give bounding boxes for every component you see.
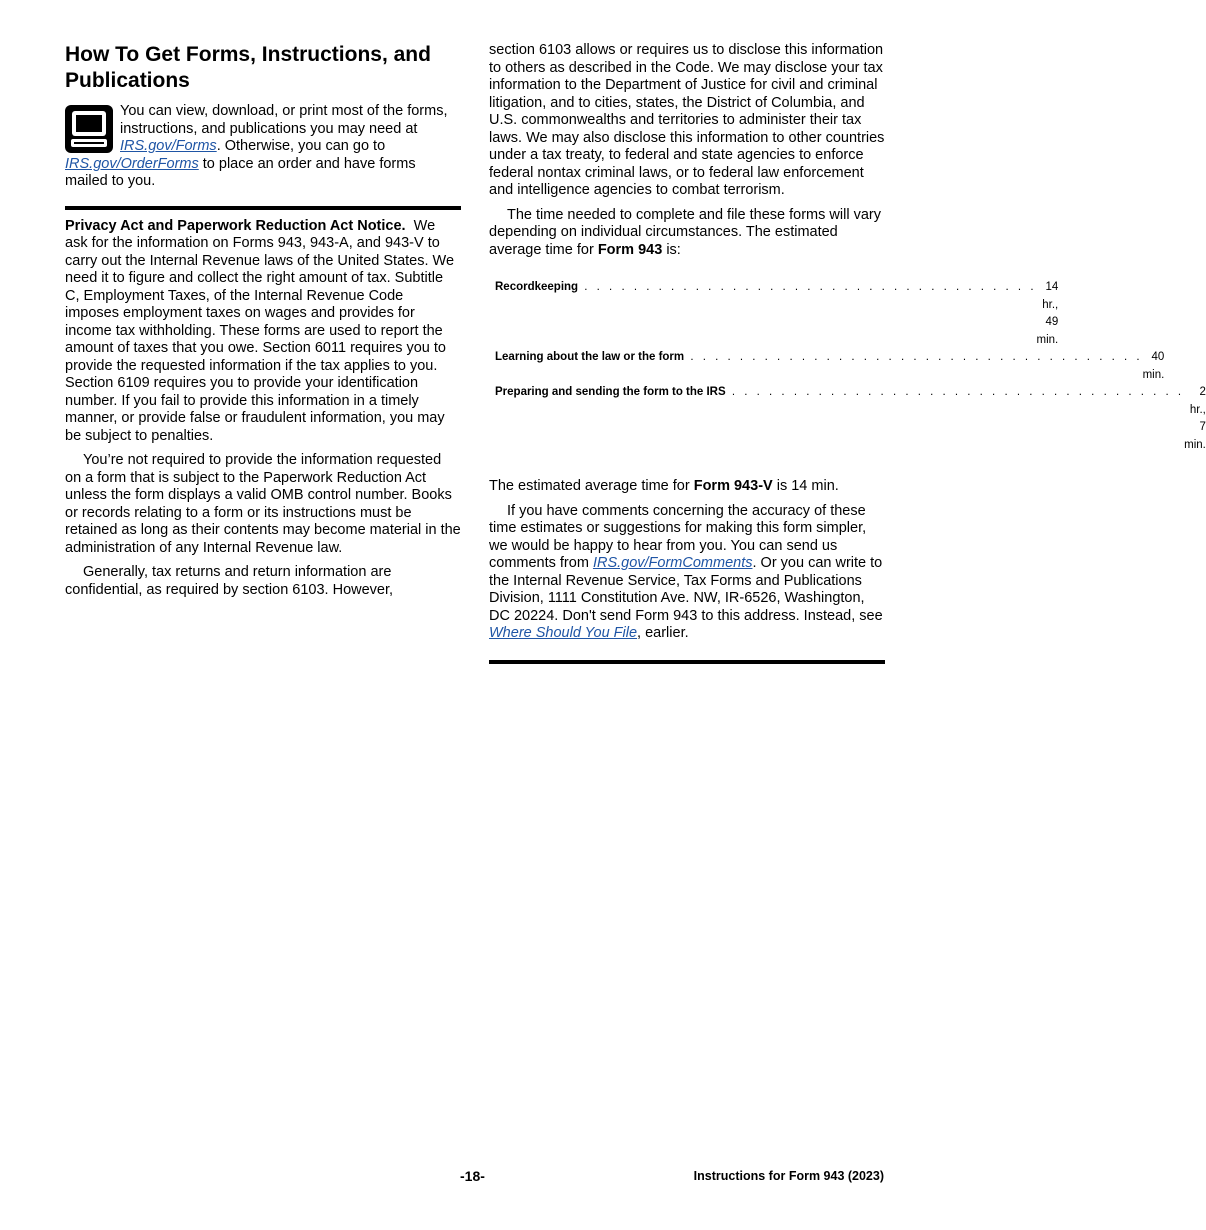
privacy-paragraph-4: section 6103 allows or requires us to disclose this information to others as described in the Code. We may disclose your tax information to the Department of Justice for civil and criminal litigation, and to cities, states, the District of Columbia, and U.S. commonwealths and territories to administer their tax laws. We may also disclose this information to other countries under a tax treaty, to federal and state agencies to enforce federal nontax criminal laws, or to federal law enforcement and intelligence agencies to combat terrorism. [489,42,885,198]
page-number: -18- [460,1168,485,1184]
end-divider [489,660,885,664]
time-row-recordkeeping: Recordkeeping . . . . . . . . . . . . . . . . . . . . . . . . . . . . . . . . . . . . . 14 hr., 49 min. [495,281,1059,346]
time-estimate-table [495,279,1206,454]
privacy-paragraph-2: You’re not required to provide the information requested on a form that is subject to the Paperwork Reduction Act unless the form displays a valid OMB control number. Books or records relating to a form or its instructions must be retained as long as their contents may become material in the administration of any Internal Revenue law. [65,452,461,556]
irs-orderforms-link[interactable]: IRS.gov/OrderForms [65,155,199,172]
irs-forms-link[interactable]: IRS.gov/Forms [120,138,217,154]
forms-paragraph: You can view, download, or print most of the forms, instructions, and publications you may need at IRS.gov/Forms. Otherwise, you can go to IRS.gov/OrderForms to place an order and have forms mailed to you. [65,103,448,189]
footer-title: Instructions for Form 943 (2023) [693,1169,884,1183]
time-row-learning: Learning about the law or the form . . . . . . . . . . . . . . . . . . . . . . . . . . . . . . . . . . . . . 40 min. [495,351,1165,381]
section-divider [65,206,461,210]
privacy-title: Privacy Act and Paperwork Reduction Act Notice. [65,217,406,234]
time-row-preparing: Preparing and sending the form to the IRS . . . . . . . . . . . . . . . . . . . . . . . . . . . . . . . . . . . . . 2 hr., 7 min. [495,386,1206,451]
privacy-paragraph-3: Generally, tax returns and return information are confidential, as required by section 6103. However, [65,564,394,598]
form-943v-time: The estimated average time for Form 943-V is 14 min. [489,478,839,494]
where-should-you-file-link[interactable]: Where Should You File [489,625,638,641]
left-column [65,42,461,599]
form-comments-link[interactable]: IRS.gov/FormComments [592,555,753,571]
section-heading: How To Get Forms, Instructions, and Publications [65,43,431,92]
comments-paragraph: If you have comments concerning the accuracy of these time estimates or suggestions for making this form simpler, we would be happy to hear from you. You can send us comments from IRS.gov/FormComments. Or you can write to the Internal Revenue Service, Tax Forms and Publications Division, 1111 Constitution Ave. NW, IR-6526, Washington, DC 20224. Don't send Form 943 to this address. Instead, see Where Should You File, earlier. [489,502,883,641]
computer-icon [65,105,113,153]
time-paragraph: The time needed to complete and file these forms will vary depending on individual circumstances. The estimated average time for Form 943 is: [489,206,881,258]
right-column [489,42,1206,664]
privacy-paragraph-1: Privacy Act and Paperwork Reduction Act Notice. We ask for the information on Forms 943, 943-A, and 943-V to carry out the Internal Revenue laws of the United States. We need it to figure and collect the right amount of tax. Subtitle C, Employment Taxes, of the Internal Revenue Code imposes employment taxes on wages and provides for income tax withholding. These forms are used to report the amount of taxes that you owe. Section 6011 requires you to provide the requested information if the tax applies to you. Section 6109 requires you to provide your identification number. If you fail to provide this information in a timely manner, or provide false or fraudulent information, you may be subject to penalties. [65,217,455,444]
